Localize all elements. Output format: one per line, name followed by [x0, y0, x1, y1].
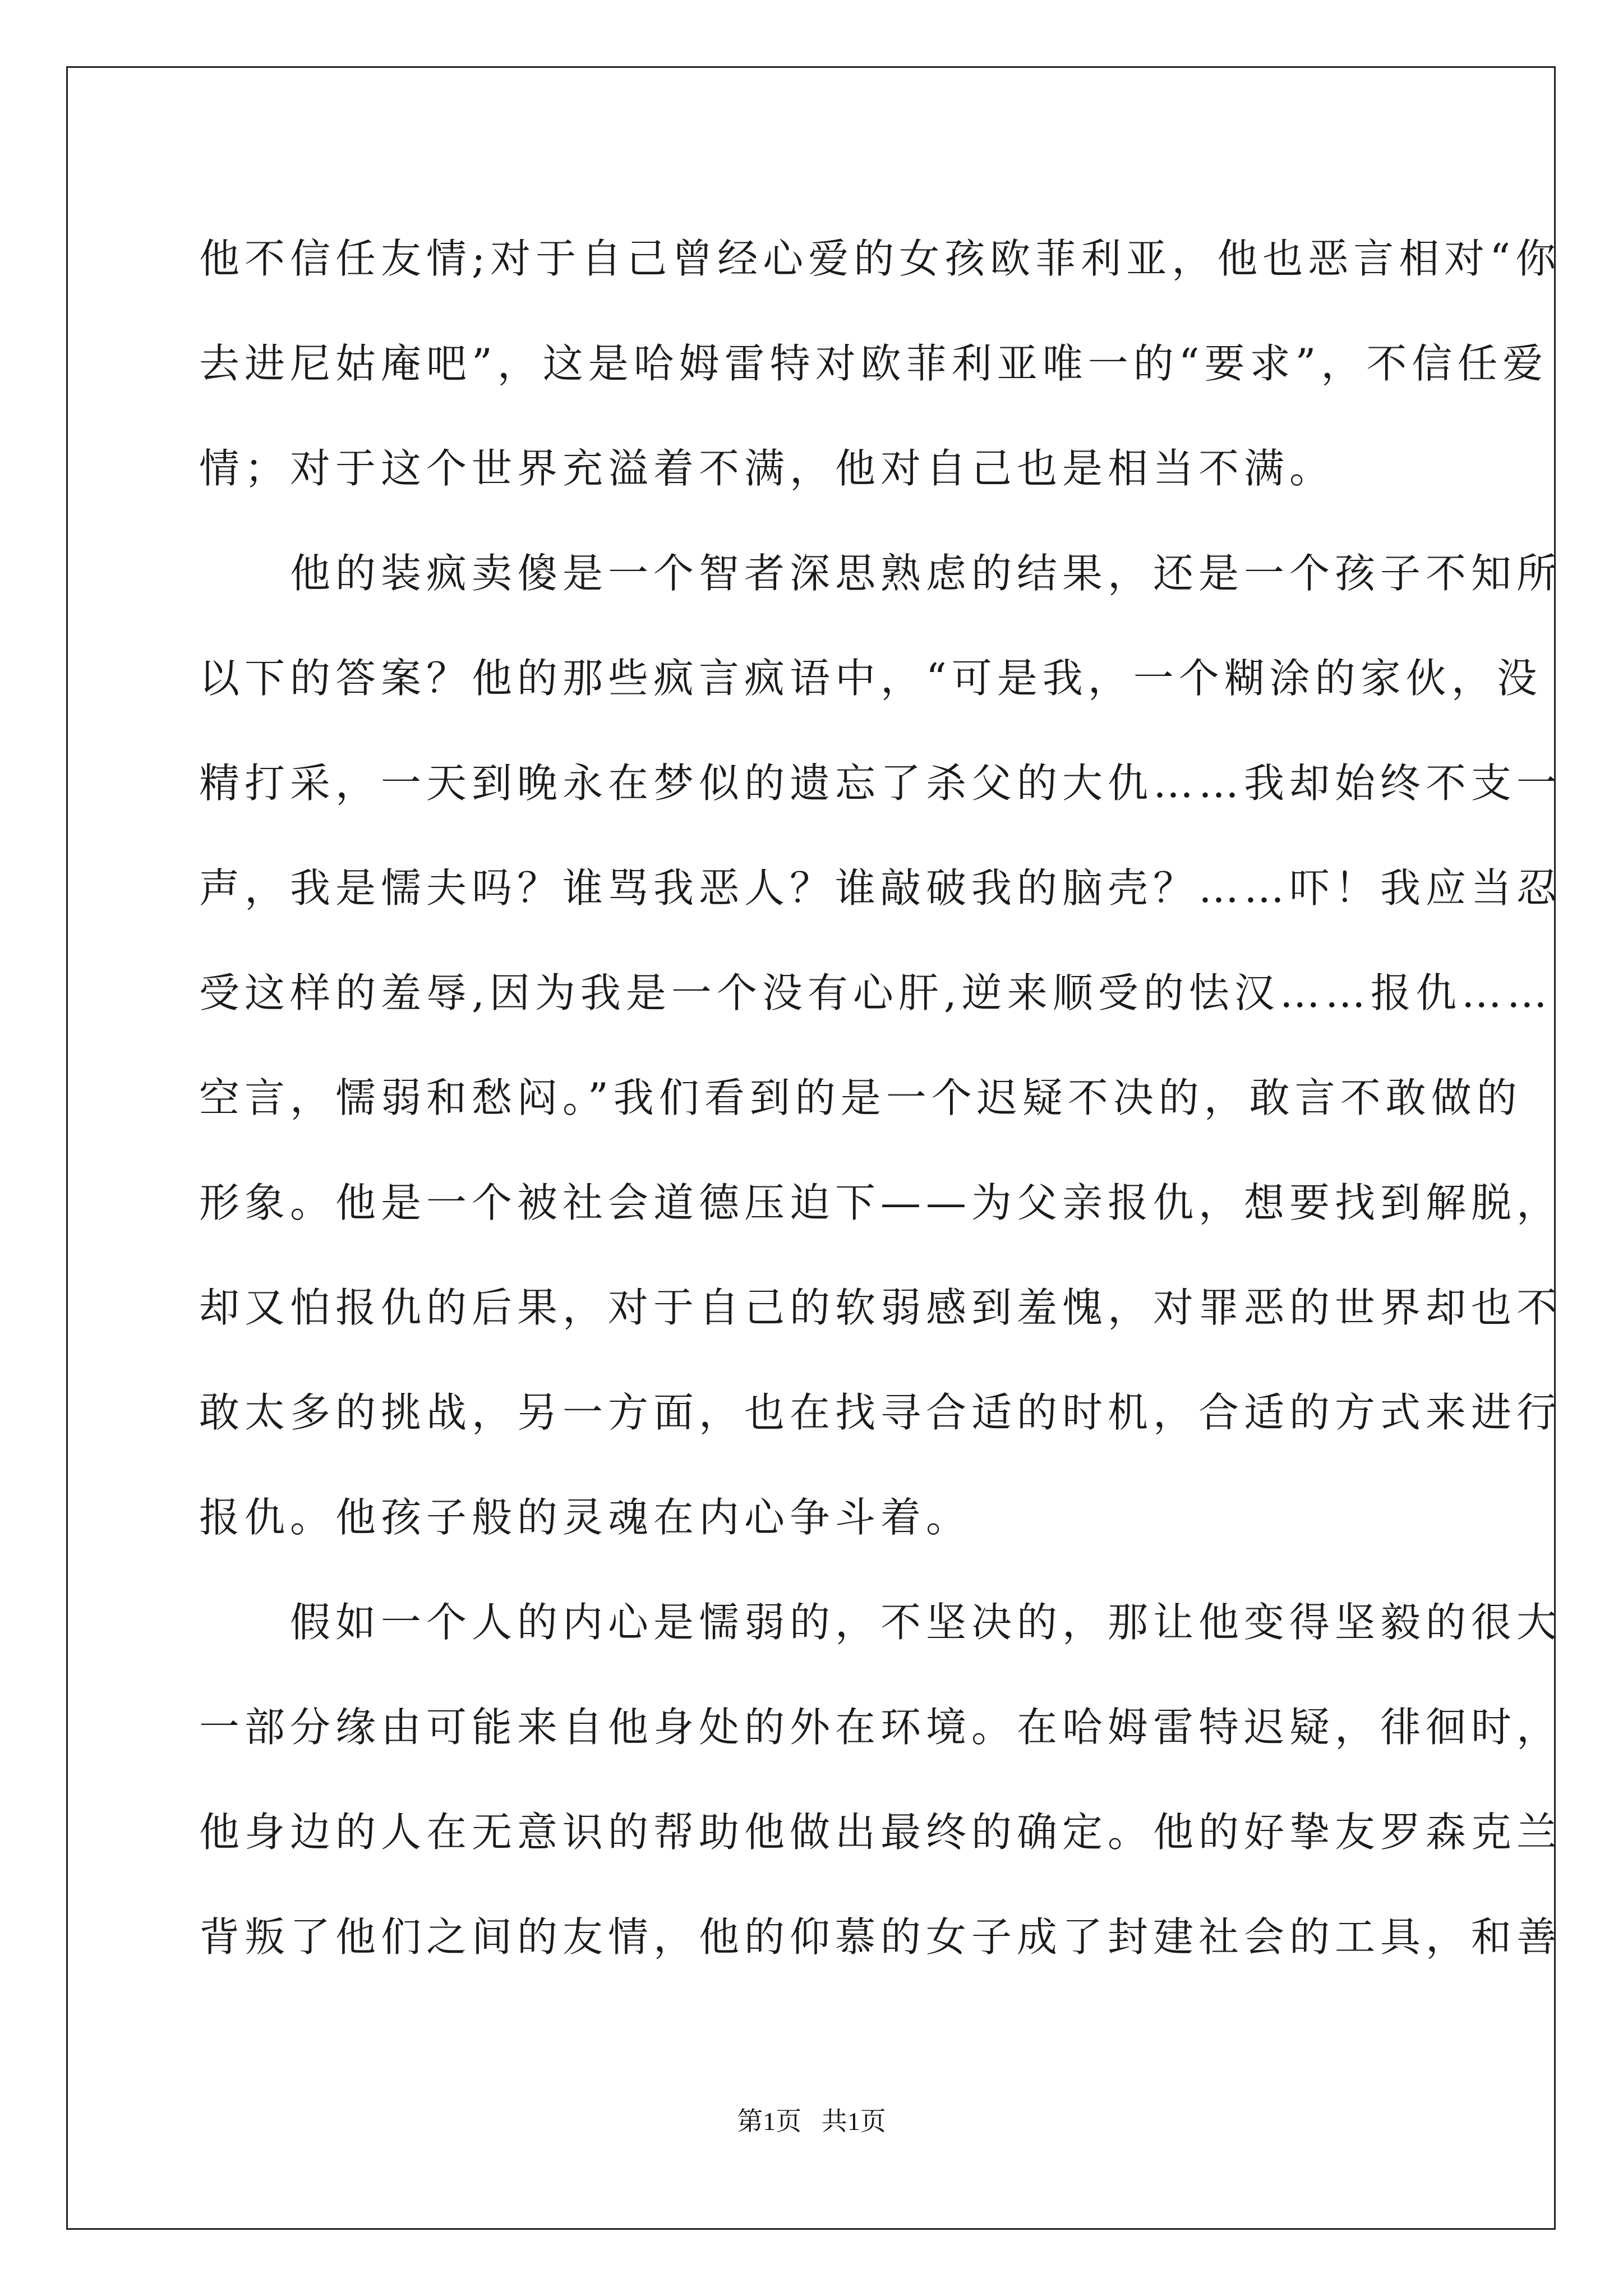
text-line: 报仇。他孩子般的灵魂在内心争斗着。	[199, 1494, 972, 1541]
text-line: 背叛了他们之间的友情，他的仰慕的女子成了封建社会的工具，和善	[199, 1913, 1562, 1961]
text-line: 受这样的羞辱,因为我是一个没有心肝,逆来顺受的怯汉……报仇……	[199, 969, 1552, 1016]
text-line: 空言，懦弱和愁闷。”我们看到的是一个迟疑不决的，敢言不敢做的	[199, 1074, 1522, 1121]
text-line: 情；对于这个世界充溢着不满，他对自己也是相当不满。	[199, 445, 1335, 492]
page-number: 第1页	[737, 2107, 802, 2136]
document-body	[199, 206, 1562, 1990]
text-line: 声，我是懦夫吗？谁骂我恶人？谁敲破我的脑壳？……吓！我应当忍	[199, 864, 1562, 912]
text-line: 却又怕报仇的后果，对于自己的软弱感到羞愧，对罪恶的世界却也不	[199, 1284, 1562, 1331]
page-footer	[0, 2101, 1623, 2138]
text-line: 敢太多的挑战，另一方面，也在找寻合适的时机，合适的方式来进行	[199, 1389, 1562, 1436]
text-line: 形象。他是一个被社会道德压迫下——为父亲报仇，想要找到解脱，	[199, 1179, 1562, 1226]
text-line: 精打采，一天到晚永在梦似的遗忘了杀父的大仇……我却始终不支一	[199, 760, 1562, 807]
text-line: 他不信任友情;对于自己曾经心爱的女孩欧菲利亚，他也恶言相对“你	[199, 235, 1561, 282]
text-line: 一部分缘由可能来自他身处的外在环境。在哈姆雷特迟疑，徘徊时，	[199, 1704, 1562, 1751]
text-line: 他身边的人在无意识的帮助他做出最终的确定。他的好挚友罗森克兰	[199, 1809, 1562, 1856]
text-line: 以下的答案？他的那些疯言疯语中，“可是我，一个糊涂的家伙，没	[199, 655, 1542, 702]
page-total: 共1页	[821, 2107, 886, 2136]
text-line: 假如一个人的内心是懦弱的，不坚决的，那让他变得坚毅的很大	[199, 1599, 1562, 1646]
text-line: 他的装疯卖傻是一个智者深思熟虑的结果，还是一个孩子不知所	[199, 550, 1562, 597]
text-line: 去进尼姑庵吧”，这是哈姆雷特对欧菲利亚唯一的“要求”，不信任爱	[199, 340, 1548, 387]
